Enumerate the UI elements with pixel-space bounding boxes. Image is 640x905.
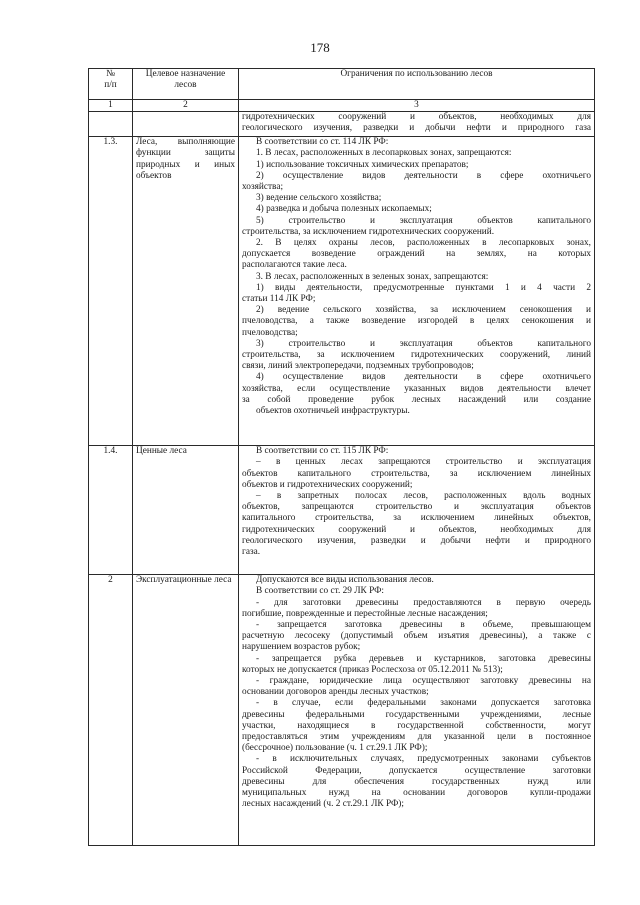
header-number	[89, 69, 133, 100]
restriction-text-line: – в запретных полосах лесов, расположенных вдоль водных	[256, 491, 591, 502]
restriction-text-line: В соответствии со ст. 115 ЛК РФ:	[256, 446, 389, 457]
header-purpose-line: Целевое назначение	[145, 69, 226, 79]
restriction-text-line: 2) осуществление видов деятельности в сфере охотничьего	[256, 170, 591, 181]
restriction-text-line: хозяйства;	[242, 182, 284, 193]
row-number: 2	[89, 575, 133, 846]
restriction-text-line: за собой проведение рубок лесных насаждений или создание	[242, 394, 591, 405]
forest-purpose-line: Леса, выполняющие	[136, 137, 235, 148]
restriction-text-line: 2) ведение сельского хозяйства, за исключением сенокошения и	[256, 305, 591, 316]
subheader-col3: 3	[239, 100, 595, 112]
restriction-text-line: основании договоров аренды лесных участков;	[242, 687, 429, 698]
restriction-text-line: статьи 114 ЛК РФ;	[242, 294, 316, 305]
restriction-text-line: допускается возведение ограждений на землях, на которых	[242, 249, 591, 260]
restriction-text-line: строительства, за исключением гидротехнических сооружений.	[242, 226, 495, 237]
restriction-text-line: связи, линий электропередачи, подземных трубопроводов;	[242, 361, 474, 372]
restriction-text-line: хозяйства, если осуществление указанных видов деятельности влечет	[242, 383, 591, 394]
restriction-text-line: - граждане, юридические лица осуществляют заготовку древесины на	[256, 676, 591, 687]
forest-purpose-line: Ценные леса	[136, 446, 187, 457]
header-purpose	[133, 69, 239, 100]
restriction-text-line: - запрещается заготовка древесины в объеме, превышающем	[256, 620, 591, 631]
restriction-text-line: гидротехнических сооружений и объектов, необходимых для	[242, 524, 591, 535]
restriction-text-line: древесины федеральными государственными учреждениями, лесные	[242, 709, 591, 720]
restriction-text-line: Российской Федерации, допускается осуществление заготовки	[242, 765, 591, 776]
header-restrictions: Ограничения по использованию лесов	[239, 69, 595, 100]
restriction-text-line: – в ценных лесах запрещаются строительство и эксплуатация	[256, 457, 591, 468]
restriction-text-line: Допускаются все виды использования лесов.	[256, 575, 434, 586]
table-row	[89, 137, 595, 446]
restriction-text-line: - в случае, если федеральными законами допускается заготовка	[256, 698, 591, 709]
forest-purpose-line: природных и иных	[136, 159, 235, 170]
restriction-text-line: объектов и гидротехнических сооружений;	[242, 479, 413, 490]
restriction-text-line: пчеловодства, а также возведение изгородей в целях сенокошения и	[242, 316, 591, 327]
restriction-text-line: геологического изучения, разведки и добычи нефти и природного	[242, 535, 591, 546]
page-number: 178	[310, 40, 330, 55]
header-number-line: №	[106, 69, 115, 79]
restriction-text-line: предоставляться этим учреждениям для указанной цели в постоянное	[242, 732, 591, 743]
restriction-text-line: 1. В лесах, расположенных в лесопарковых зонах, запрещаются:	[256, 148, 512, 159]
restriction-text-line: 3) строительство и эксплуатация объектов капитального	[256, 338, 591, 349]
restriction-text-line: объектов капитального строительства, за исключением линейных	[242, 468, 591, 479]
continuation-line: гидротехнических сооружений и объектов, необходимых для	[242, 112, 591, 123]
restriction-text-line: расчетную лесосеку (допустимый объем изъятия древесины), а также с	[242, 631, 591, 642]
restriction-text-line: капитального строительства, за исключением линейных объектов,	[242, 513, 591, 524]
restrictions-cell	[239, 137, 595, 446]
table-row-continuation	[89, 112, 595, 137]
restriction-text-line: газа.	[242, 547, 261, 558]
restriction-text-line: 1) использование токсичных химических препаратов;	[256, 159, 469, 170]
restriction-text-line: 2. В целях охраны лесов, расположенных в лесопарковых зонах,	[256, 238, 591, 249]
restriction-text-line: пчеловодства;	[242, 327, 298, 338]
restriction-text-line: погибшие, поврежденные и перестойные лесные насаждения;	[242, 608, 488, 619]
restriction-text-line: - в исключительных случаях, предусмотренных законами субъектов	[256, 754, 591, 765]
table-row	[89, 575, 595, 846]
restriction-text-line: древесины для обеспечения государственных нужд или	[242, 776, 591, 787]
restriction-text-line: - запрещается рубка деревьев и кустарников, заготовка древесины	[256, 653, 591, 664]
restriction-text-line: которых не допускается (приказ Рослесхоза от 05.12.2011 № 513);	[242, 664, 503, 675]
restriction-text-line: объектов охотничьей инфраструктуры.	[256, 406, 410, 417]
continuation-text	[239, 112, 595, 137]
restriction-text-line: 3. В лесах, расположенных в зеленых зонах, запрещаются:	[256, 271, 489, 282]
table-row	[89, 446, 595, 575]
restrictions-cell	[239, 446, 595, 575]
forest-purpose	[133, 446, 239, 575]
restriction-text-line: 3) ведение сельского хозяйства;	[256, 193, 382, 204]
row-number: 1.4.	[89, 446, 133, 575]
restriction-text-line: строительства, за исключением гидротехнических сооружений, линий	[242, 350, 591, 361]
forest-purpose	[133, 575, 239, 846]
restriction-text-line: В соответствии со ст. 29 ЛК РФ:	[256, 586, 385, 597]
restriction-text-line: нарушением возрастов рубок;	[242, 642, 361, 653]
restriction-text-line: - для заготовки древесины предоставляются в первую очередь	[256, 597, 591, 608]
row-number: 1.3.	[89, 137, 133, 446]
restriction-text-line: 4) осуществление видов деятельности в сфере охотничьего	[256, 372, 591, 383]
restrictions-cell	[239, 575, 595, 846]
restriction-text-line: (бессрочное) пользование (ч. 1 ст.29.1 ЛК РФ);	[242, 743, 428, 754]
header-purpose-line: лесов	[174, 80, 197, 91]
restriction-text-line: лесных насаждений (ч. 2 ст.29.1 ЛК РФ);	[242, 799, 404, 810]
continuation-line: геологического изучения, разведки и добычи нефти и природного газа	[242, 123, 591, 134]
restriction-text-line: объектов, запрещаются строительство и эксплуатация объектов	[242, 502, 591, 513]
restriction-text-line: располагаются такие леса.	[242, 260, 347, 271]
forest-purpose-line: объектов	[136, 170, 172, 181]
restriction-text-line: участки, находящиеся в государственной собственности, могут	[242, 720, 591, 731]
forest-restrictions-table	[88, 68, 595, 846]
forest-purpose	[133, 137, 239, 446]
subheader-col2: 2	[133, 100, 239, 112]
restriction-text-line: В соответствии со ст. 114 ЛК РФ:	[256, 137, 389, 148]
forest-purpose-line: функции защиты	[136, 148, 235, 159]
restriction-text-line: муниципальных нужд на основании договоров купли-продажи	[242, 788, 591, 799]
restriction-text-line: 5) строительство и эксплуатация объектов капитального	[256, 215, 591, 226]
restriction-text-line: 1) виды деятельности, предусмотренные пунктами 1 и 4 части 2	[256, 282, 591, 293]
forest-purpose-line: Эксплуатационные леса	[136, 575, 232, 586]
header-number-line: п/п	[104, 80, 117, 91]
restriction-text-line: 4) разведка и добыча полезных ископаемых;	[256, 204, 432, 215]
subheader-col1: 1	[89, 100, 133, 112]
